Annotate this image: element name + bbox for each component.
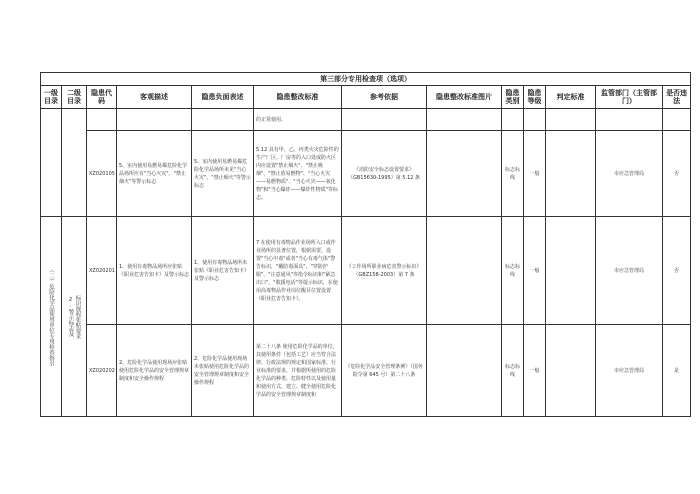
level2-text-a: 警示标志及 [67, 308, 74, 337]
objective-cell [117, 109, 192, 131]
code-cell [87, 109, 117, 131]
standard-cell: 的正常使用。 [254, 109, 342, 131]
header-level1: 一级目录 [41, 86, 62, 109]
header-code: 隐患代码 [87, 86, 117, 109]
negative-cell [192, 109, 254, 131]
table-title: 第三部分专用检查项（选项） [41, 73, 691, 86]
category-cell: 标志标线 [502, 217, 524, 325]
table-row [41, 217, 691, 325]
level-cell: 一般 [524, 325, 546, 417]
criteria-cell [546, 217, 596, 325]
level-cell [524, 109, 546, 131]
image-cell [427, 217, 502, 325]
table-row [41, 325, 691, 417]
image-cell [427, 131, 502, 217]
level2-cell-top [62, 109, 87, 217]
reference-cell: 《工作场所职业病危害警示标识》（GBZ158-2003）第 7 条 [342, 217, 427, 325]
negative-cell: 2、危险化学品使用现场未张贴使用危险化学品的安全管理规章制度和安全操作规程 [192, 325, 254, 417]
level-cell: 一般 [524, 217, 546, 325]
standard-cell: 第二十八条 使用危险化学品的单位，其使用条件（包括工艺）应当符合法律、行政法规的规定和国家标准、行业标准的要求，并根据所使用的危险化学品的种类、危险特性以及使用量和使用方式，建立、健全使用危险化学品的安全管理规章制度和 [254, 325, 342, 417]
header-criteria: 判定标准 [546, 86, 596, 109]
code-cell: XZ020105 [87, 131, 117, 217]
department-cell: 市应急管理局 [596, 131, 663, 217]
department-cell: 市应急管理局 [596, 217, 663, 325]
negative-cell: 1、使用有毒物品场所未张贴《职业危害告知卡》及警示标志 [192, 217, 254, 325]
header-department: 监管部门（主管部门） [596, 86, 663, 109]
image-cell [427, 325, 502, 417]
inspection-table [40, 72, 691, 417]
level2-cell [62, 217, 87, 417]
category-cell [502, 109, 524, 131]
level2-label-b: 标识规程张贴要求 [74, 294, 81, 339]
objective-cell: 2、危险化学品使用现场应张贴使用危险化学品的安全管理规章制度和安全操作规程 [117, 325, 192, 417]
level1-cell [41, 217, 62, 417]
illegal-cell: 否 [663, 217, 691, 325]
objective-cell: 1、使用有毒物品场所应张贴《职业危害告知卡》及警示标志 [117, 217, 192, 325]
criteria-cell [546, 131, 596, 217]
standard-cell: 5.12 具有甲、乙、丙类火灾危险性的生产厂区、厂房等的入口处或防火区内应设置"禁止烟火"、"禁止吸烟"、"禁止放易燃物"、"当心火灾——易燃物质"、"当心火灾——氧化物"和"当心爆炸——爆炸性物质"等标志。 [254, 131, 342, 217]
header-negative: 隐患负面表述 [192, 86, 254, 109]
level-cell: 一般 [524, 131, 546, 217]
header-level2: 二级目录 [62, 86, 87, 109]
table-row [41, 109, 691, 131]
level1-label: （二）危险化学品使用单位专用检查指引 [48, 267, 54, 366]
header-image: 隐患整改标准图片 [427, 86, 502, 109]
reference-cell: 《消防安全标志设置要求》（GB15630-1995）第 5.12 条 [342, 131, 427, 217]
header-row [41, 86, 691, 109]
header-level: 隐患等级 [524, 86, 546, 109]
category-cell: 标志标线 [502, 131, 524, 217]
standard-cell: 7 在使用有毒物品作业场所入口或作业场所的显著位置，根据需要，设置"当心中毒"或者"当心有毒气体"警告标识，"戴防毒面具"、"穿防护服"、"注意通风"等指令标识和"紧急出口"、"救援电话"等提示标识，在使用高毒物品作业岗位醒目位置设置《职业危害告知卡》。 [254, 217, 342, 325]
objective-cell: 5、室内使用易燃易爆危险化学品场所应有"当心火灾"、"禁止烟火"等警示标志 [117, 131, 192, 217]
criteria-cell [546, 325, 596, 417]
image-cell [427, 109, 502, 131]
header-category: 隐患类别 [502, 86, 524, 109]
header-illegal: 是否违法 [663, 86, 691, 109]
department-cell [596, 109, 663, 131]
code-cell: XZ020201 [87, 217, 117, 325]
reference-cell: 《危险化学品安全管理条例》（国务院令第 645 号）第二十八条 [342, 325, 427, 417]
level2-number: 2. [67, 296, 74, 309]
illegal-cell [663, 109, 691, 131]
header-standard: 隐患整改标准 [254, 86, 342, 109]
header-objective: 客观描述 [117, 86, 192, 109]
reference-cell [342, 109, 427, 131]
level1-cell-top [41, 109, 62, 217]
department-cell: 市应急管理局 [596, 325, 663, 417]
criteria-cell [546, 109, 596, 131]
illegal-cell: 是 [663, 325, 691, 417]
category-cell: 标志标线 [502, 325, 524, 417]
negative-cell: 5、室内使用易燃易爆危险化学品场所未见"当心火灾"、"禁止烟火"等警示标志 [192, 131, 254, 217]
header-reference: 参考依据 [342, 86, 427, 109]
level2-label-a [68, 295, 74, 339]
illegal-cell: 否 [663, 131, 691, 217]
code-cell: XZ020202 [87, 325, 117, 417]
table-row [41, 131, 691, 217]
